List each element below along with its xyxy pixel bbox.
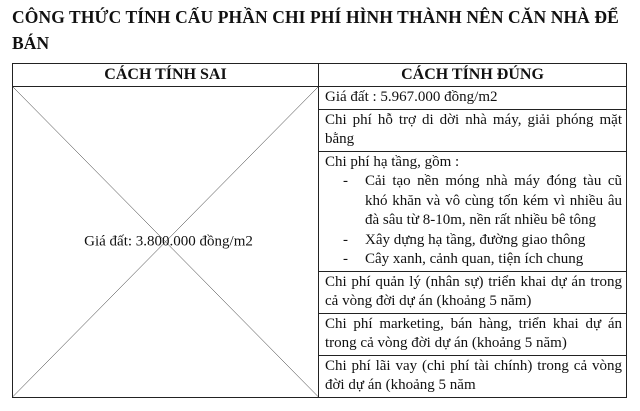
infrastructure-list (325, 172, 622, 270)
table-row (13, 87, 627, 110)
header-wrong-method: CÁCH TÍNH SAI (13, 64, 319, 87)
header-correct-method: CÁCH TÍNH ĐÚNG (319, 64, 627, 87)
infrastructure-cost (319, 152, 626, 271)
relocation-cost: Chi phí hỗ trợ di dời nhà máy, giải phóng mặt bằng (325, 111, 622, 147)
table-header-row (13, 64, 627, 87)
correct-row-marketing (319, 313, 627, 355)
marketing-cost: Chi phí marketing, bán hàng, triển khai dự án trong cả vòng đời dự án (khoảng 5 năm) (325, 315, 622, 351)
list-item: - Xây dựng hạ tầng, đường giao thông (343, 231, 622, 251)
list-item: - Cây xanh, cảnh quan, tiện ích chung (343, 250, 622, 270)
comparison-table (12, 63, 627, 398)
wrong-method-cell (13, 87, 319, 398)
correct-row-relocation (319, 109, 627, 151)
list-item: - Cải tạo nền móng nhà máy đóng tàu cũ khó khăn và vô cùng tốn kém vì nhiều âu đà sâu từ 8-10m, nền rất nhiều bê tông (343, 172, 622, 231)
interest-cost: Chi phí lãi vay (chi phí tài chính) trong cả vòng đời dự án (khoảng 5 năm (325, 357, 622, 393)
wrong-land-price: Giá đất: 3.800.000 đồng/m2 (84, 233, 253, 250)
management-cost: Chi phí quản lý (nhân sự) triển khai dự án trong cả vòng đời dự án (khoảng 5 năm) (325, 273, 622, 309)
correct-row-interest (319, 355, 627, 397)
correct-land-price: Giá đất : 5.967.000 đồng/m2 (325, 89, 498, 105)
infrastructure-heading: Chi phí hạ tầng, gồm : (325, 153, 460, 170)
correct-row-land-price (319, 87, 627, 110)
page-title: CÔNG THỨC TÍNH CẤU PHẦN CHI PHÍ HÌNH THÀNH NÊN CĂN NHÀ ĐỂ BÁN (12, 7, 619, 53)
correct-row-infrastructure (319, 151, 627, 271)
correct-row-management (319, 271, 627, 313)
